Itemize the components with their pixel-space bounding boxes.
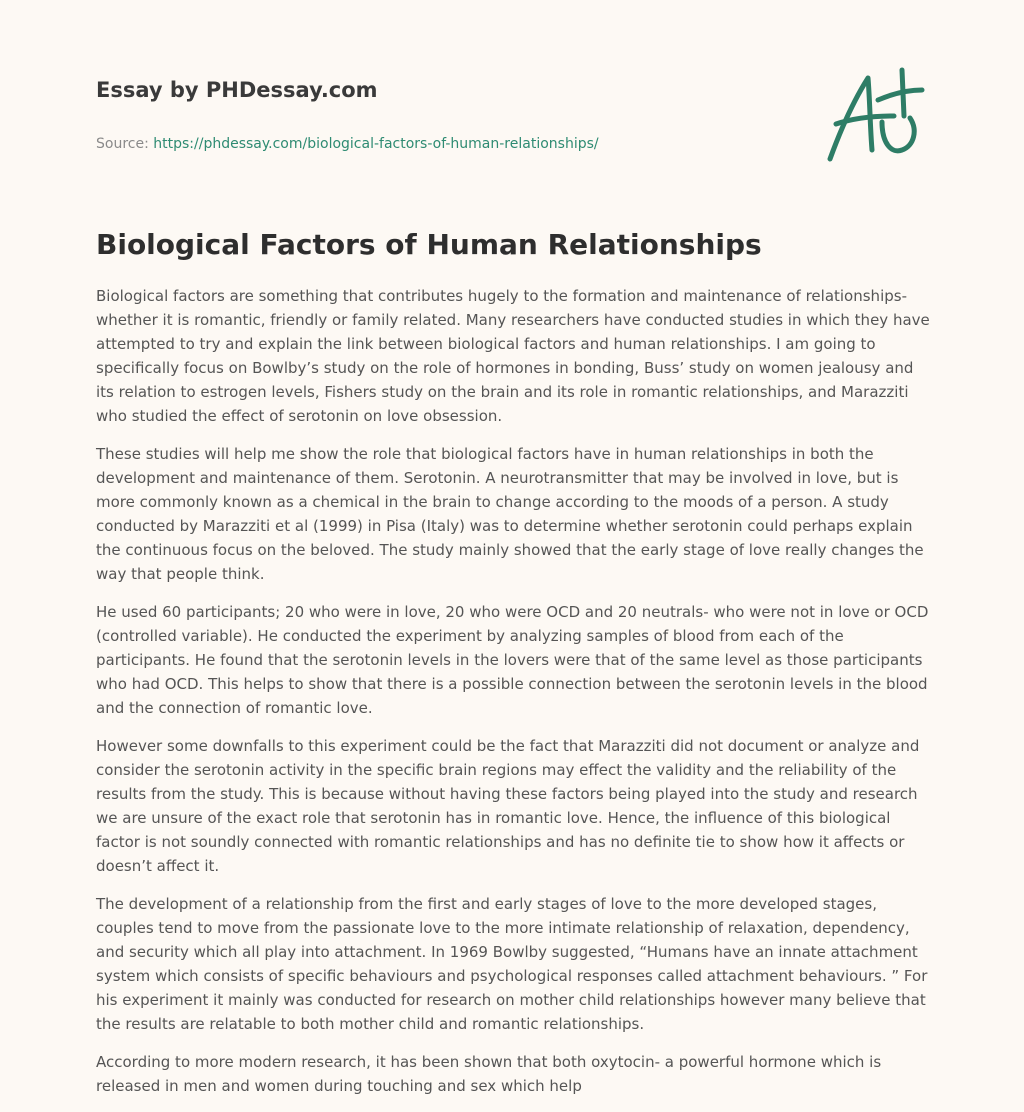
article-body — [96, 284, 930, 1112]
paragraph: Biological factors are something that contributes hugely to the formation and maintenance of relationships- whether it is romantic, friendly or family related. Many researchers have conducted studies in which they have attempted to try and explain the link between biological factors and human relationships. I am going to specifically focus on Bowlby’s study on the role of hormones in bonding, Buss’ study on women jealousy and its relation to estrogen levels, Fishers study on the brain and its role in romantic relationships, and Marazziti who studied the effect of serotonin on love obsession. — [96, 287, 930, 425]
site-brand: Essay by PHDessay.com — [96, 78, 378, 102]
article-title: Biological Factors of Human Relationships — [96, 228, 762, 261]
paragraph: The development of a relationship from the first and early stages of love to the more developed stages, couples tend to move from the passionate love to the more intimate relationship of relaxation, dependency, and security which all play into attachment. In 1969 Bowlby suggested, “Humans have an innate attachment system which consists of specific behaviours and psychological responses called attachment behaviours. ” For his experiment it mainly was conducted for research on mother child relationships however many believe that the results are relatable to both mother child and romantic relationships. — [96, 895, 928, 1033]
paragraph: However some downfalls to this experiment could be the fact that Marazziti did not document or analyze and consider the serotonin activity in the specific brain regions may effect the validity and the reliability of the results from the study. This is because without having these factors being played into the study and research we are unsure of the exact role that serotonin has in romantic love. Hence, the influence of this biological factor is not soundly connected with romantic relationships and has no definite tie to show how it affects or doesn’t affect it. — [96, 737, 920, 875]
paragraph: He used 60 participants; 20 who were in love, 20 who were OCD and 20 neutrals- who were not in love or OCD (controlled variable). He conducted the experiment by analyzing samples of blood from each of the participants. He found that the serotonin levels in the lovers were that of the same level as those participants who had OCD. This helps to show that there is a possible connection between the serotonin levels in the blood and the connection of romantic love. — [96, 603, 929, 717]
paragraph: These studies will help me show the role that biological factors have in human relationships in both the development and maintenance of them. Serotonin. A neurotransmitter that may be involved in love, but is more commonly known as a chemical in the brain to change according to the moods of a person. A study conducted by Marazziti et al (1999) in Pisa (Italy) was to determine whether serotonin could perhaps explain the continuous focus on the beloved. The study mainly showed that the early stage of love really changes the way that people think. — [96, 445, 924, 583]
page-header — [96, 76, 796, 154]
source-label: Source: — [96, 136, 154, 152]
paragraph: According to more modern research, it has been shown that both oxytocin- a powerful hormone which is released in men and women during touching and sex which help — [96, 1053, 882, 1095]
source-link[interactable]: https://phdessay.com/biological-factors-of-human-relationships/ — [153, 136, 599, 152]
source-line — [96, 134, 796, 154]
a-plus-grade-logo-icon — [820, 66, 930, 166]
